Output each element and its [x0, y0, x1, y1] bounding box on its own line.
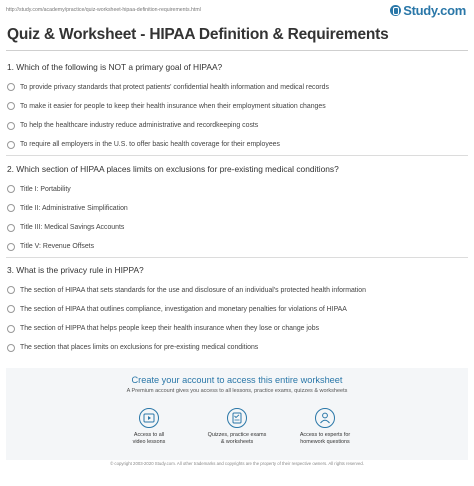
answer-option[interactable] [7, 286, 467, 294]
feature-video-lessons [114, 408, 184, 446]
quiz-checklist-icon [227, 408, 247, 428]
answer-label: The section of HIPAA that sets standards for the use and disclosure of an individual's protected health information [20, 286, 366, 294]
answer-label: To provide privacy standards that protect patients' confidential health information and medical records [20, 83, 329, 91]
radio-button[interactable] [7, 102, 15, 110]
question-text: 1. Which of the following is NOT a primary goal of HIPAA? [7, 62, 223, 72]
answer-option[interactable] [7, 243, 467, 251]
answer-option[interactable] [7, 122, 467, 130]
copyright-footer: © copyright 2003-2020 Study.com. All other trademarks and copyrights are the property of their respective owners. All rights reserved. [110, 461, 364, 466]
answer-option[interactable] [7, 83, 467, 91]
radio-button[interactable] [7, 224, 15, 232]
video-play-icon [139, 408, 159, 428]
radio-button[interactable] [7, 305, 15, 313]
answer-label: To make it easier for people to keep their health insurance when their employment situation changes [20, 102, 326, 110]
radio-button[interactable] [7, 344, 15, 352]
feature-label: Access to all video lessons [132, 432, 166, 445]
question-text: 2. Which section of HIPAA places limits on exclusions for pre-existing medical conditions? [7, 164, 339, 174]
expert-person-icon [315, 408, 335, 428]
radio-button[interactable] [7, 83, 15, 91]
signup-cta-panel [6, 368, 468, 460]
feature-label: Quizzes, practice exams & worksheets [207, 432, 267, 445]
answer-label: Title II: Administrative Simplification [20, 204, 128, 212]
question-1 [7, 62, 467, 149]
question-3 [7, 265, 467, 352]
feature-quizzes [202, 408, 272, 446]
answer-option[interactable] [7, 141, 467, 149]
page-header [6, 3, 468, 17]
question-text: 3. What is the privacy rule in HIPPA? [7, 265, 144, 275]
answer-option[interactable] [7, 305, 467, 313]
answer-label: The section that places limits on exclusions for pre-existing medical conditions [20, 344, 259, 352]
radio-button[interactable] [7, 204, 15, 212]
page-url[interactable]: http://study.com/academy/practice/quiz-worksheet-hipaa-definition-requirements.html [6, 7, 201, 13]
answer-label: To require all employers in the U.S. to offer basic health coverage for their employees [20, 141, 280, 149]
cta-title-link[interactable]: Create your account to access this entire worksheet [131, 375, 343, 385]
page-title: Quiz & Worksheet - HIPAA Definition & Requirements [7, 26, 389, 43]
answer-option[interactable] [7, 204, 467, 212]
answer-label: The section of HIPAA that outlines compliance, investigation and monetary penalties for violations of HIPAA [20, 305, 347, 313]
radio-button[interactable] [7, 141, 15, 149]
answer-option[interactable] [7, 325, 467, 333]
feature-label: Access to experts for homework questions [299, 432, 351, 445]
study-logo-icon [390, 5, 401, 16]
answer-label: To help the healthcare industry reduce administrative and recordkeeping costs [20, 122, 259, 130]
question-2 [7, 164, 467, 251]
answer-option[interactable] [7, 185, 467, 193]
question-divider [6, 257, 468, 258]
radio-button[interactable] [7, 185, 15, 193]
answer-option[interactable] [7, 224, 467, 232]
logo-text: Study.com [403, 3, 466, 18]
question-divider [6, 155, 468, 156]
study-logo[interactable] [390, 3, 466, 18]
radio-button[interactable] [7, 286, 15, 294]
radio-button[interactable] [7, 325, 15, 333]
answer-label: The section of HIPPA that helps people keep their health insurance when they lose or change jobs [20, 325, 320, 333]
cta-subtitle: A Premium account gives you access to all lessons, practice exams, quizzes & worksheets [126, 388, 348, 394]
title-divider [6, 50, 468, 51]
answer-label: Title III: Medical Savings Accounts [20, 224, 125, 232]
answer-option[interactable] [7, 344, 467, 352]
radio-button[interactable] [7, 243, 15, 251]
answer-option[interactable] [7, 102, 467, 110]
radio-button[interactable] [7, 122, 15, 130]
feature-experts [290, 408, 360, 446]
answer-label: Title I: Portability [20, 185, 71, 193]
answer-label: Title V: Revenue Offsets [20, 243, 95, 251]
